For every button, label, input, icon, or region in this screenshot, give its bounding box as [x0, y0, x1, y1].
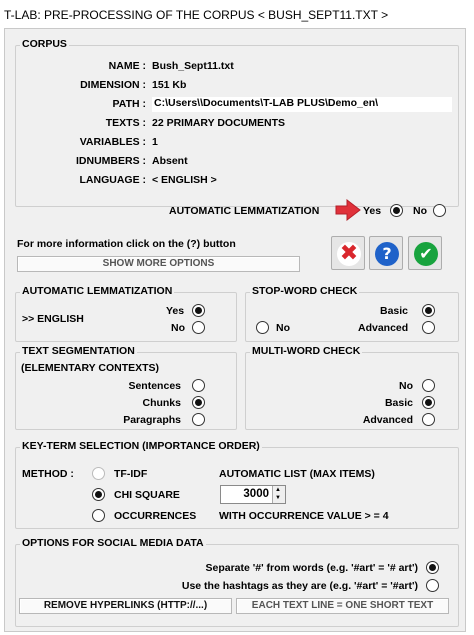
keyterm-occurrences-radio[interactable]	[92, 509, 105, 522]
segmentation-option-label: Sentences	[128, 380, 181, 392]
multiword-group	[245, 345, 459, 430]
corpus-field-key: LANGUAGE :	[79, 174, 146, 186]
corpus-field-value: < ENGLISH >	[152, 174, 217, 186]
corpus-field-key: PATH :	[112, 98, 146, 110]
multiword-group-label: MULTI-WORD CHECK	[252, 345, 361, 357]
stopword-basic-label: Basic	[380, 305, 409, 317]
chevron-down-icon[interactable]: ▼	[275, 495, 281, 501]
show-more-options-button[interactable]: SHOW MORE OPTIONS	[17, 256, 300, 272]
segmentation-option-label: Chunks	[142, 397, 181, 409]
segmentation-group	[15, 345, 237, 430]
segmentation-group-label: TEXT SEGMENTATION	[22, 345, 135, 357]
corpus-field-key: IDNUMBERS :	[76, 155, 146, 167]
corpus-field-value: Bush_Sept11.txt	[152, 60, 234, 72]
max-items-stepper[interactable]	[220, 485, 286, 504]
keyterm-method-option: OCCURRENCES	[114, 510, 197, 522]
segmentation-sublabel: (ELEMENTARY CONTEXTS)	[21, 362, 160, 374]
remove-hyperlinks-button[interactable]: REMOVE HYPERLINKS (HTTP://...)	[19, 598, 232, 614]
path-field[interactable]: C:\Users\\Documents\T-LAB PLUS\Demo_en\	[152, 97, 452, 112]
keyterm-method-option: CHI SQUARE	[114, 489, 180, 501]
segmentation-paragraphs-radio[interactable]	[192, 413, 205, 426]
occurrence-label: WITH OCCURRENCE VALUE > = 4	[219, 510, 389, 522]
lemma-no-radio[interactable]	[192, 321, 205, 334]
ok-button[interactable]	[408, 236, 442, 270]
social-opt1-radio[interactable]	[426, 561, 439, 574]
each-line-short-text-button[interactable]: EACH TEXT LINE = ONE SHORT TEXT	[236, 598, 449, 614]
corpus-field-key: DIMENSION :	[80, 79, 146, 91]
lemma-yes-label: Yes	[166, 305, 185, 317]
max-items-value: 3000	[243, 488, 269, 500]
corpus-field-key: VARIABLES :	[79, 136, 146, 148]
corpus-field-key: NAME :	[108, 60, 146, 72]
cancel-button[interactable]	[331, 236, 365, 270]
stopword-basic-radio[interactable]	[422, 304, 435, 317]
lemma-language: >> ENGLISH	[22, 313, 84, 325]
corpus-field-value: Absent	[152, 155, 188, 167]
multiword-advanced-radio[interactable]	[422, 413, 435, 426]
help-button[interactable]	[369, 236, 403, 270]
question-icon: ?	[375, 242, 399, 266]
stepper-arrows[interactable]	[272, 486, 285, 503]
info-text: For more information click on the (?) button	[17, 238, 236, 250]
corpus-field-key: TEXTS :	[105, 117, 146, 129]
multiword-option-label: No	[399, 380, 413, 392]
social-group	[15, 537, 459, 627]
multiword-option-label: Advanced	[362, 414, 413, 426]
window-title: T-LAB: PRE-PROCESSING OF THE CORPUS < BUSH_SEPT11.TXT >	[0, 0, 474, 28]
x-icon: ✖	[337, 242, 361, 266]
lemma-group-label: AUTOMATIC LEMMATIZATION	[22, 285, 173, 297]
check-icon: ✔	[414, 242, 438, 266]
segmentation-sentences-radio[interactable]	[192, 379, 205, 392]
auto-list-label: AUTOMATIC LIST (MAX ITEMS)	[219, 468, 375, 480]
auto-lemma-no-label: No	[413, 205, 427, 217]
stopword-group	[245, 285, 459, 342]
lemma-group	[15, 285, 237, 342]
lemma-no-label: No	[171, 322, 185, 334]
chevron-up-icon[interactable]: ▲	[275, 487, 281, 493]
social-opt1-label: Separate '#' from words (e.g. '#art' = '# art')	[205, 562, 418, 574]
keyterm-method-option: TF-IDF	[114, 468, 148, 480]
corpus-field-value: 1	[152, 136, 158, 148]
multiword-no-radio[interactable]	[422, 379, 435, 392]
keyterm-group	[15, 440, 459, 529]
keyterm-method-label: METHOD :	[22, 468, 74, 480]
corpus-group	[15, 38, 459, 207]
lemma-yes-radio[interactable]	[192, 304, 205, 317]
keyterm-tfidf-radio[interactable]	[92, 467, 105, 480]
segmentation-chunks-radio[interactable]	[192, 396, 205, 409]
auto-lemma-yes-radio[interactable]	[390, 204, 403, 217]
corpus-field-value: 151 Kb	[152, 79, 187, 91]
corpus-field-value: 22 PRIMARY DOCUMENTS	[152, 117, 286, 129]
stopword-no-radio[interactable]	[256, 321, 269, 334]
corpus-group-label: CORPUS	[22, 38, 67, 50]
social-opt2-label: Use the hashtags as they are (e.g. '#art' = '#art')	[181, 580, 418, 592]
social-opt2-radio[interactable]	[426, 579, 439, 592]
main-panel	[4, 28, 466, 632]
stopword-group-label: STOP-WORD CHECK	[252, 285, 358, 297]
keyterm-chisquare-radio[interactable]	[92, 488, 105, 501]
stopword-advanced-radio[interactable]	[422, 321, 435, 334]
multiword-option-label: Basic	[384, 397, 413, 409]
multiword-basic-radio[interactable]	[422, 396, 435, 409]
segmentation-option-label: Paragraphs	[123, 414, 181, 426]
arrow-right-icon	[335, 199, 361, 221]
auto-lemma-yes-label: Yes	[363, 205, 382, 217]
auto-lemma-label: AUTOMATIC LEMMATIZATION	[169, 205, 320, 217]
social-group-label: OPTIONS FOR SOCIAL MEDIA DATA	[22, 537, 204, 549]
keyterm-group-label: KEY-TERM SELECTION (IMPORTANCE ORDER)	[22, 440, 260, 452]
stopword-no-label: No	[276, 322, 290, 334]
stopword-advanced-label: Advanced	[358, 322, 409, 334]
auto-lemma-no-radio[interactable]	[433, 204, 446, 217]
